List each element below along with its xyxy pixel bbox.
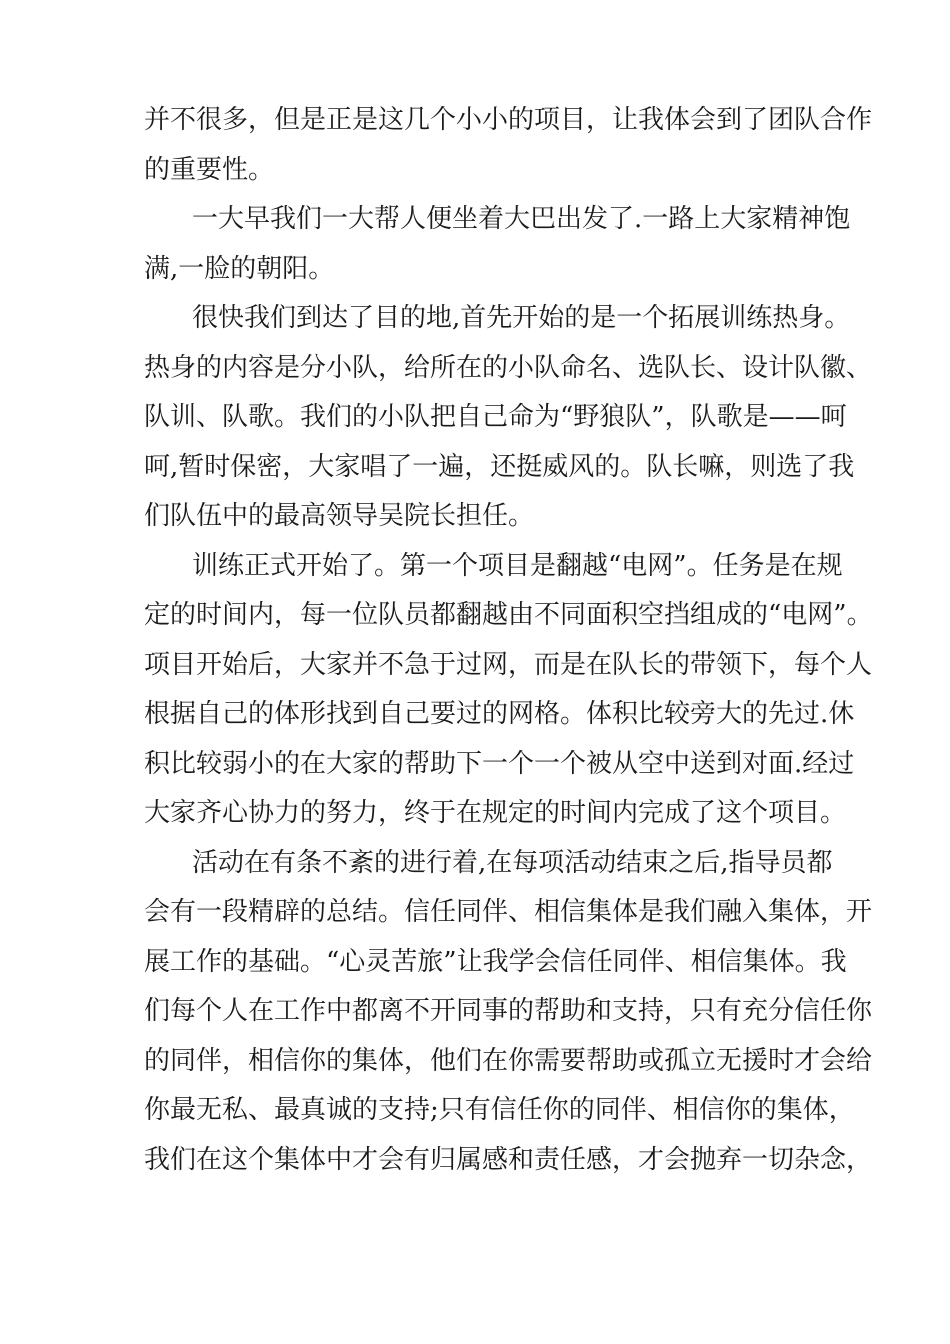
text-line: 项目开始后，大家并不急于过网，而是在队长的带领下，每个人: [144, 649, 873, 680]
text-line: 的重要性。: [144, 154, 275, 185]
text-line: 呵,暂时保密，大家唱了一遍，还挺威风的。队长嘛，则选了我: [144, 451, 855, 482]
paragraph-first-line: 很快我们到达了目的地,首先开始的是一个拓展训练热身。: [192, 303, 851, 333]
text-line: 并不很多，但是正是这几个小小的项目，让我体会到了团队合作: [144, 105, 873, 135]
text-line: 你最无私、最真诚的支持;只有信任你的同伴、相信你的集体，: [144, 1095, 855, 1125]
text-line: 根据自己的体形找到自己要过的网格。体积比较旁大的先过.休: [144, 699, 855, 729]
text-line: 热身的内容是分小队，给所在的小队命名、选队长、设计队徽、: [144, 352, 873, 383]
paragraph-first-line: 活动在有条不紊的进行着,在每项活动结束之后,指导员都: [192, 847, 833, 878]
text-line: 们队伍中的最高领导吴院长担任。: [144, 501, 535, 531]
text-line: 队训、队歌。我们的小队把自己命为“野狼队”，队歌是——呵: [144, 402, 847, 432]
text-line: 定的时间内，每一位队员都翻越由不同面积空挡组成的“电网”。: [144, 600, 873, 630]
paragraph-first-line: 一大早我们一大帮人便坐着大巴出发了.一路上大家精神饱: [192, 204, 851, 234]
text-line: 的同伴，相信你的集体，他们在你需要帮助或孤立无援时才会给: [144, 1045, 873, 1076]
text-line: 大家齐心协力的努力，终于在规定的时间内完成了这个项目。: [144, 798, 847, 828]
text-line: 积比较弱小的在大家的帮助下一个一个被从空中送到对面.经过: [144, 748, 855, 779]
text-line: 们每个人在工作中都离不开同事的帮助和支持，只有充分信任你: [144, 996, 873, 1026]
text-line: 我们在这个集体中才会有归属感和责任感，才会抛弃一切杂念，: [144, 1144, 873, 1175]
text-line: 会有一段精辟的总结。信任同伴、相信集体是我们融入集体，开: [144, 897, 873, 927]
body-text: [144, 96, 873, 1185]
text-line: 展工作的基础。“心灵苦旅”让我学会信任同伴、相信集体。我: [144, 946, 847, 977]
paragraph-first-line: 训练正式开始了。第一个项目是翻越“电网”。任务是在规: [192, 550, 843, 581]
text-line: 满,一脸的朝阳。: [144, 253, 335, 284]
